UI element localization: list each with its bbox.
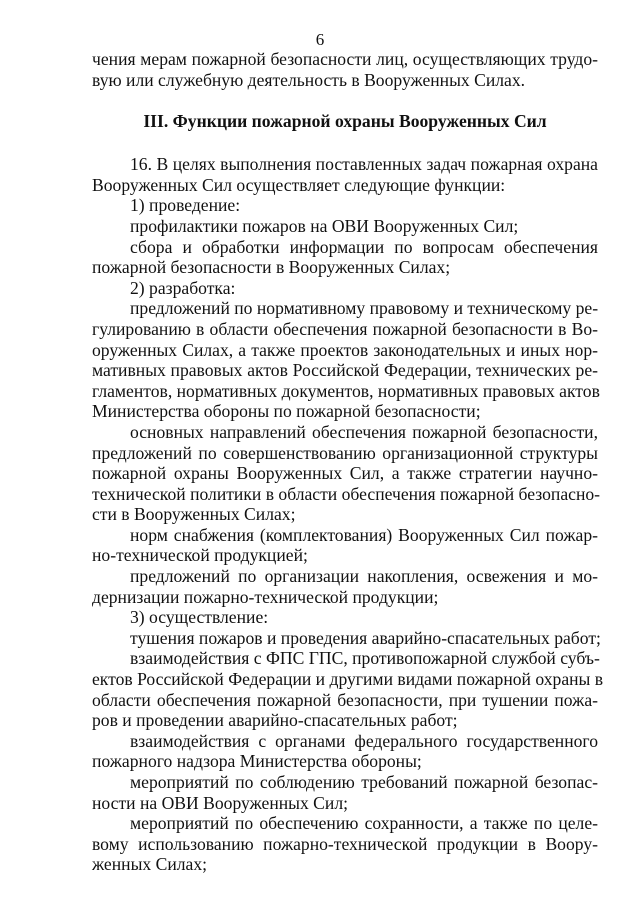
list-item <box>92 216 598 237</box>
text-line: взаимодействия с органами федерального государственного <box>130 730 598 751</box>
text-line: дернизации пожарно-технической продукции; <box>92 586 439 607</box>
text-line: вую или служебную деятельность в Вооруженных Силах. <box>92 69 526 90</box>
list-item <box>92 237 598 278</box>
text-line: гулированию в области обеспечения пожарной безопасности в Во- <box>92 318 598 339</box>
text-line: норм снабжения (комплектования) Вооруженных Сил пожар- <box>130 524 598 545</box>
text-line: предложений по организации накопления, освежения и мо- <box>130 566 598 587</box>
list-item <box>92 627 601 649</box>
text-line: пожарной безопасности в Вооруженных Силах; <box>92 257 451 278</box>
text-line: технической политики в области обеспечения пожарной безопасно- <box>92 483 601 504</box>
text-line: предложений по нормативному правовому и техническому ре- <box>130 298 599 319</box>
text-line: ров и проведении аварийно-спасательных работ; <box>92 710 458 731</box>
paragraph-16 <box>92 154 598 195</box>
text-line: 3) осуществление: <box>130 607 269 628</box>
list-item <box>92 298 598 422</box>
text-line: Вооруженных Сил осуществляет следующие функции: <box>92 174 506 195</box>
text-line: ектов Российской Федерации и другими видами пожарной охраны в <box>92 669 604 690</box>
text-line: гламентов, нормативных документов, нормативных правовых актов <box>92 380 600 401</box>
text-line: пожарного надзора Министерства обороны; <box>92 751 422 772</box>
text-line: сти в Вооруженных Силах; <box>92 504 296 525</box>
text-line: 1) проведение: <box>130 195 241 216</box>
text-line: чения мерам пожарной безопасности лиц, осуществляющих трудо- <box>92 49 598 69</box>
list-item <box>92 648 604 731</box>
text-line: мероприятий по соблюдению требований пожарной безопас- <box>130 772 598 792</box>
text-line: женных Силах; <box>92 854 208 875</box>
text-line: оруженных Силах, а также проектов законодательных и иных нор- <box>92 339 598 360</box>
section-heading: III. Функции пожарной охраны Вооруженных Сил <box>143 111 547 132</box>
text-line: мероприятий по обеспечению сохранности, а также по целе- <box>130 813 598 834</box>
text-line: тушения пожаров и проведения аварийно-спасательных работ; <box>130 627 601 648</box>
page-number: 6 <box>315 30 325 49</box>
text-line: 2) разработка: <box>130 277 236 298</box>
text-line: взаимодействия с ФПС ГПС, противопожарной службой субъ- <box>130 648 600 669</box>
list-item <box>92 813 598 875</box>
text-line: 16. В целях выполнения поставленных задач пожарная охрана <box>130 154 598 175</box>
text-line: мативных правовых актов Российской Федерации, технических ре- <box>92 360 598 381</box>
list-item <box>92 607 598 628</box>
list-item <box>92 772 598 813</box>
text-line: основных направлений обеспечения пожарной безопасности, <box>130 421 598 442</box>
text-line: сбора и обработки информации по вопросам обеспечения <box>130 236 598 257</box>
list-item <box>92 566 598 607</box>
text-line: предложений по совершенствованию организационной структуры <box>92 442 598 463</box>
text-line: области обеспечения пожарной безопасности, при тушении пожа- <box>92 689 598 710</box>
text-line: Министерства обороны по пожарной безопасности; <box>92 401 481 422</box>
text-line: профилактики пожаров на ОВИ Вооруженных Сил; <box>130 215 519 236</box>
list-item <box>92 278 598 299</box>
list-item <box>92 525 598 566</box>
text-line: ности на ОВИ Вооруженных Сил; <box>92 792 348 813</box>
text-line: пожарной охраны Вооруженных Сил, а также стратегии научно- <box>92 463 598 484</box>
text-line: но-технической продукцией; <box>92 545 308 566</box>
list-item <box>92 195 598 216</box>
list-item <box>92 731 598 772</box>
text-line: вому использованию пожарно-технической продукции в Воору- <box>92 833 598 854</box>
list-item <box>92 421 601 525</box>
intro-paragraph <box>92 49 598 90</box>
document-body <box>92 49 604 875</box>
